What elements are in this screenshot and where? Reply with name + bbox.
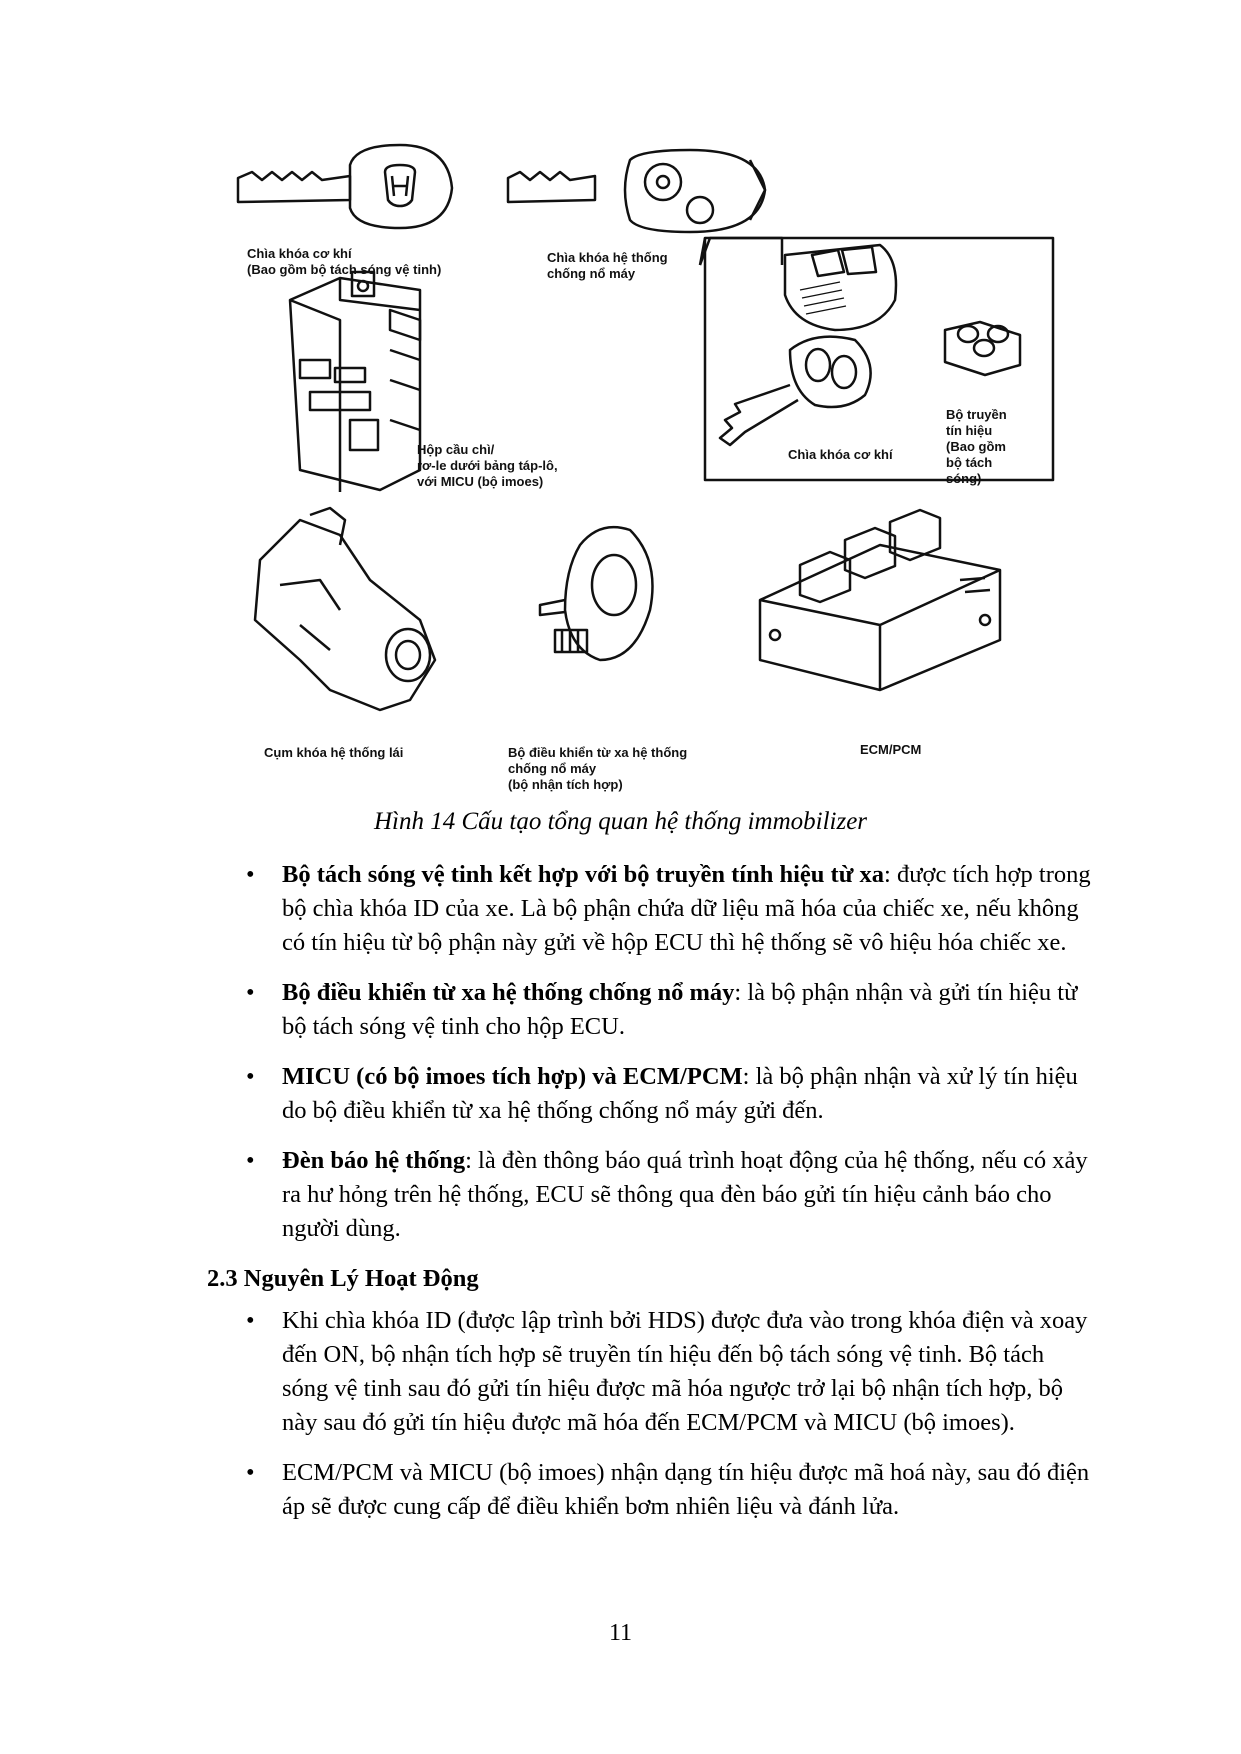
term: MICU (có bộ imoes tích hợp) và ECM/PCM [282, 1063, 743, 1090]
label-remote-receiver: Bộ điều khiển từ xa hệ thống chống nổ máy (bộ nhận tích hợp) [508, 745, 688, 792]
figure-drawing [0, 0, 1241, 800]
ecm-pcm-illustration [760, 510, 1000, 690]
operation-list [0, 1304, 1241, 1524]
fuse-box-illustration [290, 272, 420, 492]
list-item [246, 1144, 1092, 1246]
bullet-icon: • [246, 1147, 255, 1174]
transmitter-illustration [945, 322, 1020, 375]
term: Đèn báo hệ thống [282, 1147, 466, 1174]
label-immobilizer-key: Chìa khóa hệ thống chống nổ máy [547, 250, 668, 281]
receiver-ring-illustration [540, 527, 653, 660]
term: Bộ tách sóng vệ tinh kết hợp với bộ truyền tính hiệu từ xa [282, 861, 885, 888]
remote-key-illustration [720, 245, 896, 445]
bullet-icon: • [246, 979, 255, 1006]
section-heading: 2.3 Nguyên Lý Hoạt Động [207, 1265, 479, 1292]
description: : là bộ phận nhận và xử lý tín hiệu do bộ điều khiển từ xa hệ thống chống nổ máy gửi đến. [282, 1063, 1078, 1124]
description: : là đèn thông báo quá trình hoạt động của hệ thống, nếu có xảy ra hư hỏng trên hệ thống, ECU sẽ thông qua đèn báo gửi tín hiệu cảnh báo cho người dùng. [282, 1147, 1088, 1242]
mechanical-key-illustration [238, 145, 452, 228]
figure-caption: Hình 14 Cấu tạo tổng quan hệ thống immobilizer [373, 808, 868, 835]
page-body [0, 858, 1241, 1540]
description: : là bộ phận nhận và gửi tín hiệu từ bộ tách sóng vệ tinh cho hộp ECU. [282, 979, 1078, 1040]
component-list [0, 858, 1241, 1246]
label-transmitter: Bộ truyền tín hiệu (Bao gồm bộ tách sóng) [946, 407, 1007, 486]
figure-immobilizer [0, 0, 1241, 800]
list-item [246, 1456, 1092, 1524]
bullet-icon: • [246, 1063, 255, 1090]
immobilizer-key-illustration [508, 150, 765, 232]
list-item [246, 1060, 1092, 1128]
list-item [246, 1304, 1092, 1440]
bullet-icon: • [246, 1307, 255, 1334]
label-mechanical-key: Chìa khóa cơ khí (Bao gồm bộ tách sóng vệ tinh) [247, 246, 442, 277]
paragraph: ECM/PCM và MICU (bộ imoes) nhận dạng tín hiệu được mã hoá này, sau đó điện áp sẽ được cung cấp để điều khiển bơm nhiên liệu và đánh lửa. [282, 1459, 1090, 1520]
label-steering-lock: Cụm khóa hệ thống lái [264, 745, 404, 760]
description: : được tích hợp trong bộ chìa khóa ID của xe. Là bộ phận chứa dữ liệu mã hóa của chiếc xe, nếu không có tín hiệu từ bộ phận này gửi về hộp ECU thì hệ thống sẽ vô hiệu hóa chiếc xe. [282, 861, 1091, 956]
steering-lock-illustration [255, 508, 435, 710]
label-fuse-box: Hộp cầu chì/ rơ-le dưới bảng táp-lô, với MICU (bộ imoes) [417, 442, 558, 489]
bullet-icon: • [246, 1459, 255, 1486]
label-ecm-pcm: ECM/PCM [860, 742, 922, 757]
page-number: 11 [608, 1620, 633, 1646]
label-mechanical-key-2: Chìa khóa cơ khí [788, 447, 893, 462]
list-item [246, 858, 1092, 960]
paragraph: Khi chìa khóa ID (được lập trình bởi HDS) được đưa vào trong khóa điện và xoay đến ON, bộ nhận tích hợp sẽ truyền tín hiệu đến bộ tách sóng vệ tinh. Bộ tách sóng vệ tinh sau đó gửi tín hiệu được mã hóa ngược trở lại bộ nhận tích hợp, bộ này sau đó gửi tín hiệu được mã hóa đến ECM/PCM và MICU (bộ imoes). [282, 1307, 1088, 1436]
bullet-icon: • [246, 861, 255, 888]
term: Bộ điều khiển từ xa hệ thống chống nổ máy [282, 979, 735, 1006]
list-item [246, 976, 1092, 1044]
